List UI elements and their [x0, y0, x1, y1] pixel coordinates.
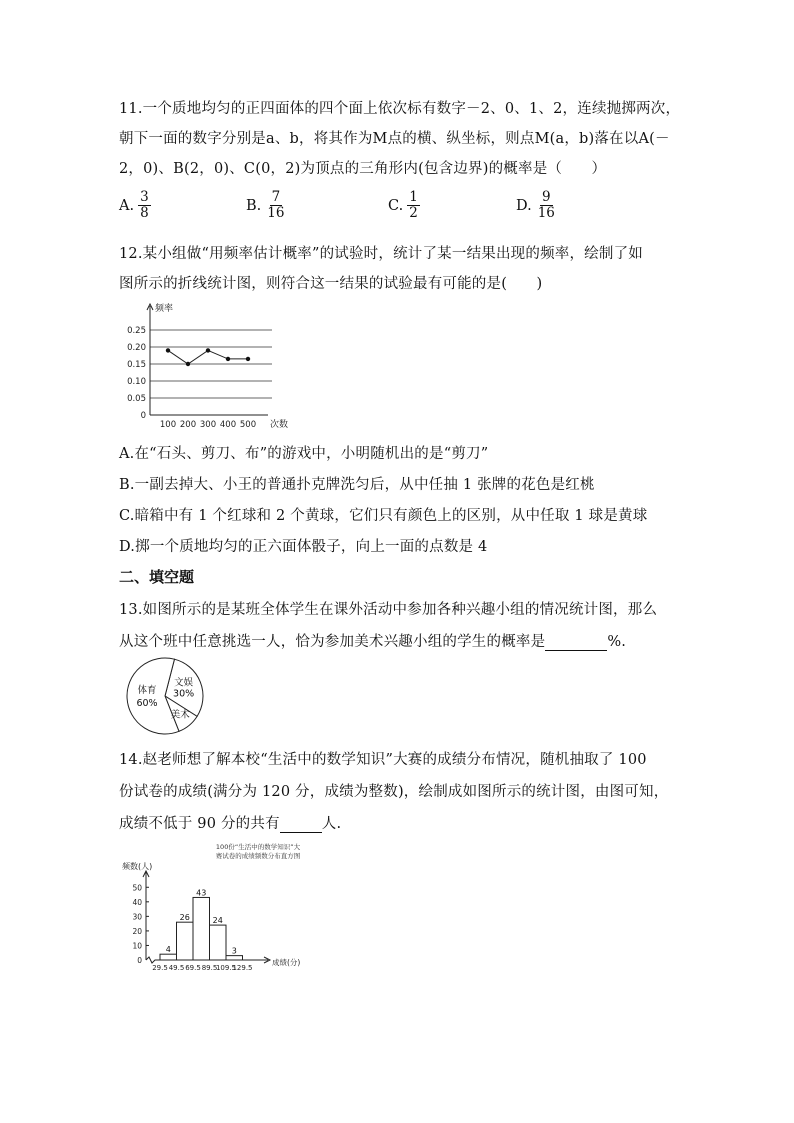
frequency-point	[226, 357, 230, 361]
q13-suffix: %.	[607, 634, 627, 650]
y-tick-label: 0.10	[127, 377, 146, 387]
interest-group-pie-chart	[118, 654, 218, 736]
q14-line2: 份试卷的成绩(满分为 120 分，成绩为整数)，绘制成如图所示的统计图，由图可知，	[119, 784, 669, 800]
q13-answer-blank[interactable]	[545, 634, 607, 651]
histogram-title: 赛试卷的成绩频数分布直方图	[215, 852, 301, 860]
histogram-bar	[177, 922, 194, 960]
y-axis-label: 频率	[155, 304, 174, 314]
x-tick-label: 109.5	[215, 964, 237, 972]
histogram-bar	[160, 954, 177, 960]
option-label: D.	[516, 197, 532, 214]
q14-line1: 14.赵老师想了解本校“生活中的数学知识”大赛的成绩分布情况，随机抽取了 100	[119, 752, 647, 768]
frequency-point	[186, 362, 190, 366]
y-tick-label: 40	[132, 897, 142, 907]
y-tick-label: 50	[132, 883, 142, 893]
x-tick-label: 89.5	[201, 964, 218, 972]
x-tick-label: 200	[179, 420, 197, 430]
q11-line2: 朝下一面的数字分别是a、b，将其作为M点的横、纵坐标，则点M(a，b)落在以A(－	[119, 131, 670, 147]
slice-percent: 30%	[173, 688, 195, 700]
y-tick-label: 0.20	[127, 343, 146, 353]
q11-option-b[interactable]	[246, 190, 286, 221]
histogram-bar	[226, 956, 243, 960]
x-tick-label: 500	[239, 420, 257, 430]
frequency-line-chart	[120, 298, 305, 433]
q12-option-d[interactable]: D.掷一个质地均匀的正六面体骰子，向上一面的点数是 4	[119, 539, 488, 555]
slice-label: 美术	[170, 709, 190, 721]
frequency-point	[246, 357, 250, 361]
bar-value-label: 26	[179, 913, 190, 923]
bar-value-label: 43	[196, 888, 207, 898]
x-tick-label: 49.5	[168, 964, 185, 972]
q14-answer-blank[interactable]	[280, 816, 322, 833]
q12-option-a[interactable]: A.在“石头、剪刀、布”的游戏中，小明随机出的是“剪刀”	[119, 446, 489, 462]
x-tick-label: 100	[159, 420, 177, 430]
section-heading-fill-blank: 二、填空题	[119, 568, 195, 586]
y-tick-label: 0.05	[127, 394, 146, 404]
histogram-bar	[193, 897, 210, 960]
bar-value-label: 3	[231, 946, 237, 956]
slice-label: 文娱	[174, 677, 194, 689]
q14-suffix: 人.	[321, 816, 342, 832]
y-tick-label: 20	[132, 926, 142, 936]
y-tick-label: 0.15	[127, 360, 146, 370]
y-axis-label: 频数(人)	[122, 862, 153, 871]
q12-option-c[interactable]: C.暗箱中有 1 个红球和 2 个黄球，它们只有颜色上的区别，从中任取 1 球是黄球	[119, 508, 648, 524]
frequency-point	[166, 348, 170, 352]
q11-line1: 11.一个质地均匀的正四面体的四个面上依次标有数字－2、0、1、2，连续抛掷两次，	[119, 101, 681, 117]
q14-line3	[119, 812, 341, 833]
option-label: A.	[119, 197, 135, 214]
x-tick-label: 300	[199, 420, 217, 430]
y-tick-label: 0	[137, 956, 142, 965]
x-tick-label: 400	[219, 420, 237, 430]
histogram-title: 100份“生活中的数学知识”大	[215, 843, 301, 851]
frequency-point	[206, 348, 210, 352]
bar-value-label: 24	[212, 916, 223, 926]
x-axis-label: 成绩(分)	[272, 958, 301, 967]
x-tick-label: 129.5	[232, 964, 253, 972]
score-histogram	[118, 840, 303, 975]
option-fraction: $\frac{3}{8}$	[140, 189, 149, 221]
bar-value-label: 4	[165, 945, 171, 955]
x-tick-label: 69.5	[185, 964, 201, 972]
option-label: B.	[246, 197, 262, 214]
q11-option-a[interactable]	[119, 190, 151, 221]
y-tick-label: 0.25	[127, 326, 146, 336]
option-fraction: $\frac{9}{16}$	[537, 189, 555, 221]
y-tick-label: 10	[132, 941, 142, 951]
slice-label: 体育	[137, 685, 157, 697]
q13-text: 从这个班中任意挑选一人，恰为参加美术兴趣小组的学生的概率是	[119, 634, 546, 650]
q13-line1: 13.如图所示的是某班全体学生在课外活动中参加各种兴趣小组的情况统计图，那么	[119, 602, 658, 618]
y-tick-label: 30	[132, 912, 142, 922]
x-tick-label: 29.5	[152, 964, 168, 972]
q13-line2	[119, 630, 626, 651]
y-tick-label: 0	[140, 411, 146, 421]
q11-option-c[interactable]	[388, 190, 420, 221]
q14-text: 成绩不低于 90 分的共有	[119, 816, 280, 832]
option-fraction: $\frac{1}{2}$	[409, 189, 418, 221]
q12-line2: 图所示的折线统计图，则符合这一结果的试验最有可能的是( )	[119, 276, 543, 292]
x-axis-label: 次数	[270, 420, 289, 430]
option-fraction: $\frac{7}{16}$	[267, 189, 285, 221]
q12-line1: 12.某小组做“用频率估计概率”的试验时，统计了某一结果出现的频率，绘制了如	[119, 246, 643, 262]
q11-option-d[interactable]	[516, 190, 557, 221]
q12-option-b[interactable]: B.一副去掉大、小王的普通扑克牌洗匀后，从中任抽 1 张牌的花色是红桃	[119, 477, 595, 493]
slice-percent: 60%	[136, 698, 158, 710]
q11-line3: 2，0)、B(2，0)、C(0，2)为顶点的三角形内(包含边界)的概率是（ ）	[119, 161, 607, 177]
option-label: C.	[388, 197, 404, 214]
histogram-bar	[210, 925, 227, 960]
